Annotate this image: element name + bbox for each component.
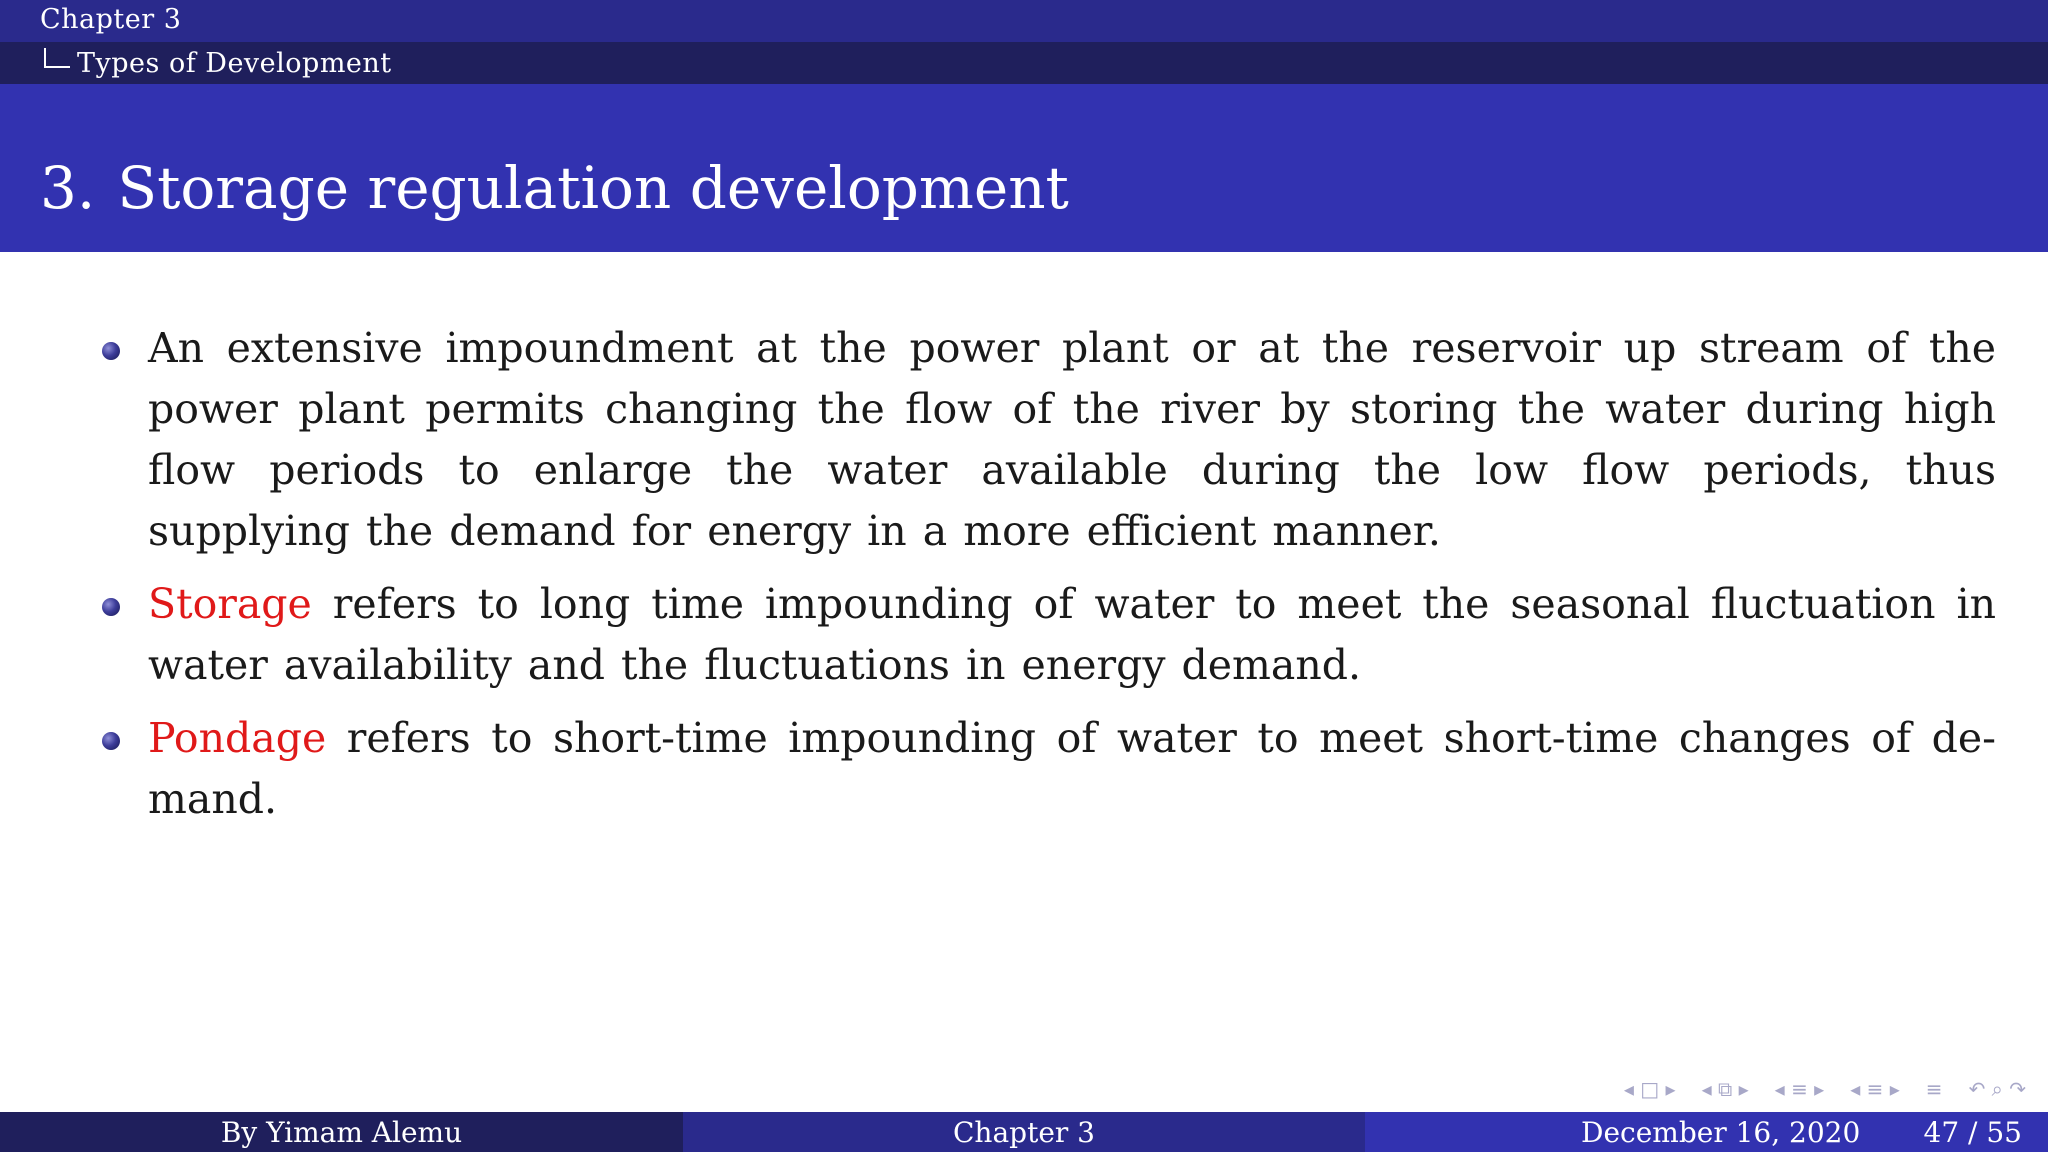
slide-title-text: Storage regulation development — [117, 154, 1069, 222]
bullet-icon — [102, 342, 120, 360]
nav-subsection-icon[interactable]: ◂ ≡ ▸ — [1774, 1077, 1825, 1101]
footer-date: December 16, 2020 — [1581, 1116, 1861, 1149]
footer-author: By Yimam Alemu — [220, 1116, 463, 1149]
bullet-icon — [102, 732, 120, 750]
bullet-item — [100, 318, 1996, 562]
footer — [0, 1112, 2048, 1152]
bullet-item — [100, 708, 1996, 830]
title-bar — [0, 84, 2048, 252]
nav-toc-icon[interactable]: ≡ — [1925, 1077, 1943, 1101]
nav-section-icon[interactable]: ◂ ≡ ▸ — [1850, 1077, 1900, 1101]
bullet-highlight: Pondage — [148, 714, 327, 762]
footer-date-segment — [1365, 1112, 2048, 1152]
tree-branch-icon — [44, 48, 70, 68]
header-chapter: Chapter 3 — [40, 4, 182, 35]
slide-number: 3. — [40, 154, 96, 222]
bullet-item — [100, 574, 1996, 696]
bullet-text: An extensive impoundment at the power plant or at the reservoir up stream of the power plant permits changing the flow of the river by storing the water during high flow periods to enlarge the water available during the low flow periods, thus supplying the demand for energy in a more efficient manner. — [148, 324, 1996, 555]
nav-first-icon[interactable]: ◂ □ ▸ — [1623, 1077, 1676, 1101]
bullet-highlight: Storage — [148, 580, 312, 628]
footer-chapter-segment — [683, 1112, 1365, 1152]
slide-title — [40, 154, 1069, 222]
footer-chapter: Chapter 3 — [953, 1116, 1095, 1149]
beamer-navigation — [1624, 1076, 2026, 1102]
footer-page-number: 47 / 55 — [1923, 1116, 2022, 1149]
header-chapter-bar — [0, 0, 2048, 42]
nav-frame-icon[interactable]: ◂ ⧉ ▸ — [1701, 1077, 1749, 1101]
slide-content — [100, 318, 1996, 842]
nav-undo-redo-search-icon[interactable]: ↶ ⌕ ↷ — [1968, 1077, 2026, 1101]
header-section-bar — [0, 42, 2048, 84]
bullet-icon — [102, 598, 120, 616]
footer-author-segment — [0, 1112, 683, 1152]
bullet-text: refers to long time impounding of water to meet the seasonal fluctuation in water availability and the fluctuations in energy demand. — [148, 580, 1996, 689]
bullet-text: refers to short-time impounding of water to meet short-time changes of de- mand. — [148, 714, 1996, 823]
header-section: Types of Development — [77, 48, 392, 79]
